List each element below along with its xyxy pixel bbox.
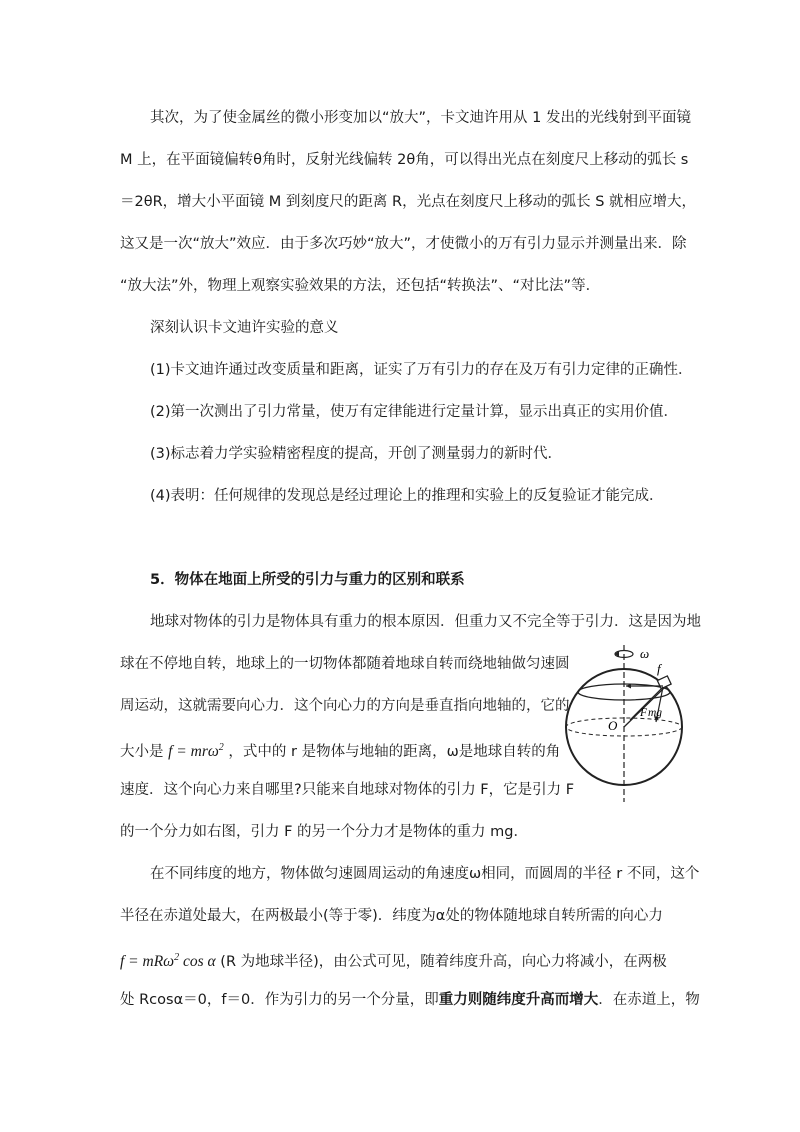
- text-fragment: 大小是: [120, 744, 164, 761]
- paragraph-line: 速度．这个向心力来自哪里?只能来自地球对物体的引力 F，它是引力 F: [120, 782, 575, 798]
- significance-item: (3)标志着力学实验精密程度的提高，开创了测量弱力的新时代．: [150, 446, 563, 462]
- f-label: f: [657, 661, 661, 676]
- paragraph-line: 半径在赤道处最大，在两极最小(等于零)．纬度为α处的物体随地球自转所需的向心力: [120, 908, 663, 924]
- earth-force-diagram: [560, 640, 690, 805]
- paragraph-line: 其次，为了使金属丝的微小形变加以“放大”，卡文迪许用从 1 发出的光线射到平面镜: [150, 110, 691, 126]
- paragraph-line: [120, 948, 690, 972]
- mg-label: mg: [648, 707, 663, 719]
- paragraph-line: 这又是一次“放大”效应．由于多次巧妙“放大”，才使微小的万有引力显示并测量出来．除: [120, 236, 687, 252]
- paragraph-line: 球在不停地自转，地球上的一切物体都随着地球自转而绕地轴做匀速圆: [120, 656, 570, 672]
- text-fragment: 处 Rcosα＝0，f＝0．作为引力的另一个分量，即: [120, 992, 439, 1008]
- emphasis-text: 重力则随纬度升高而增大: [438, 992, 599, 1008]
- section-heading: 5．物体在地面上所受的引力与重力的区别和联系: [150, 572, 465, 588]
- paragraph-line: ＝2θR，增大小平面镜 M 到刻度尺的距离 R，光点在刻度尺上移动的弧长 S 就相应增大，: [120, 194, 697, 210]
- paragraph-line: [120, 990, 700, 1010]
- paragraph-line: “放大法”外，物理上观察实验效果的方法，还包括“转换法”、“对比法”等．: [120, 278, 601, 294]
- significance-item: (4)表明：任何规律的发现总是经过理论上的推理和实验上的反复验证才能完成．: [150, 488, 664, 504]
- paragraph-line: 在不同纬度的地方，物体做匀速圆周运动的角速度ω相同，而圆周的半径 r 不同，这个: [150, 866, 700, 882]
- origin-label: O: [608, 718, 618, 733]
- significance-item: (1)卡文迪许通过改变质量和距离，证实了万有引力的存在及万有引力定律的正确性．: [150, 362, 693, 378]
- F-label: F: [640, 707, 648, 719]
- paragraph-line: 的一个分力如右图，引力 F 的另一个分力才是物体的重力 mg．: [120, 824, 528, 840]
- paragraph-line: [120, 738, 560, 762]
- text-fragment: ，式中的 r 是物体与地轴的距离，ω是地球自转的角: [228, 744, 561, 761]
- paragraph-line: M 上，在平面镜偏转θ角时，反射光线偏转 2θ角，可以得出光点在刻度尺上移动的弧长 s: [120, 152, 689, 168]
- latitude-force-formula: f = mRω$^2$ cos α: [120, 952, 216, 971]
- omega-label: ω: [640, 646, 650, 661]
- significance-item: (2)第一次测出了引力常量，使万有定律能进行定量计算，显示出真正的实用价值．: [150, 404, 679, 420]
- paragraph-line: 周运动，这就需要向心力．这个向心力的方向是垂直指向地轴的，它的: [120, 698, 570, 714]
- text-fragment: ．在赤道上，物: [598, 992, 700, 1008]
- centripetal-force-formula: f = mrω$^2$: [168, 742, 224, 761]
- paragraph-line: 地球对物体的引力是物体具有重力的根本原因．但重力又不完全等于引力．这是因为地: [150, 614, 701, 630]
- text-fragment: (R 为地球半径)，由公式可见，随着纬度升高，向心力将减小，在两极: [220, 954, 667, 971]
- significance-title: 深刻认识卡文迪许实验的意义: [150, 320, 339, 336]
